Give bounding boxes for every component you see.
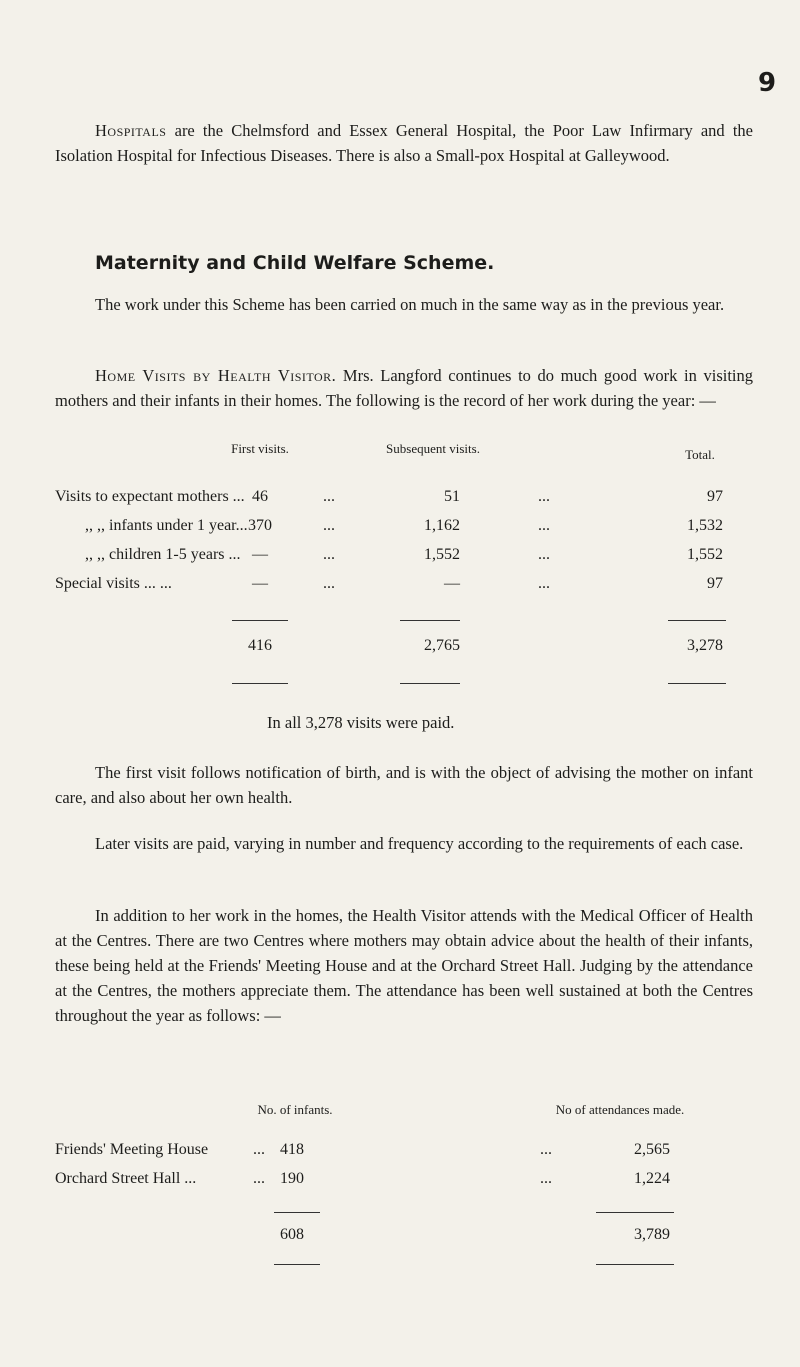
table-row: Orchard Street Hall ... ... 190 ... 1,224: [55, 1170, 670, 1187]
scheme-paragraph: The work under this Scheme has been carried on much in the same way as in the previous year.: [95, 295, 725, 314]
header-subsequent-visits: Subsequent visits.: [386, 441, 480, 456]
divider: [400, 683, 460, 684]
table-row: Special visits ... ... — ... — ... 97: [55, 575, 723, 592]
divider: [274, 1212, 320, 1213]
home-visits-lead: Home Visits by Health Visitor.: [95, 366, 337, 385]
divider: [274, 1264, 320, 1265]
header-total: Total.: [685, 447, 715, 462]
divider: [668, 620, 726, 621]
centres-paragraph: In addition to her work in the homes, the Health Visitor attends with the Medical Officer of Health at the Centres. There are two Centres where mothers may obtain advice about the health of their infants, these being held at the Friends' Meeting House and at the Orchard Street Hall. Judging by the attendance at the Centres, the mothers appreciate them. The attendance has been well sustained at both the Centres throughout the year as follows: —: [55, 906, 753, 1025]
divider: [232, 683, 288, 684]
divider: [596, 1212, 674, 1213]
header-first-visits: First visits.: [231, 441, 289, 456]
section-heading: Maternity and Child Welfare Scheme.: [95, 252, 495, 274]
table-row: ,, ,, infants under 1 year... 370 ... 1,162 ... 1,532: [85, 517, 723, 534]
totals-row: 608 3,789: [280, 1226, 670, 1243]
hospitals-text: are the Chelmsford and Essex General Hospital, the Poor Law Infirmary and the Isolation Hospital for Infectious Diseases. There is also a Small-pox Hospital at Galleywood.: [55, 121, 753, 165]
page-number: 9: [758, 68, 777, 98]
hospitals-paragraph: [55, 118, 753, 168]
table-row: Visits to expectant mothers ... 46 ... 51 ... 97: [55, 488, 723, 505]
home-visits-text: Mrs. Langford continues to do much good work in visiting mothers and their infants in their homes. The following is the record of her work during the year: —: [55, 366, 753, 410]
divider: [596, 1264, 674, 1265]
first-visit-paragraph: The first visit follows notification of birth, and is with the object of advising the mother on infant care, and also about her own health.: [55, 763, 753, 807]
divider: [232, 620, 288, 621]
totals-row: 416 2,765 3,278: [248, 637, 723, 654]
home-visits-paragraph: [55, 363, 753, 413]
divider: [668, 683, 726, 684]
table-row: Friends' Meeting House ... 418 ... 2,565: [55, 1141, 670, 1158]
table-row: ,, ,, children 1-5 years ... — ... 1,552 ... 1,552: [85, 546, 723, 563]
later-visits-paragraph: Later visits are paid, varying in number and frequency according to the requirements of each case.: [95, 834, 744, 853]
header-infants: No. of infants.: [257, 1102, 333, 1117]
divider: [400, 620, 460, 621]
visits-paid-line: In all 3,278 visits were paid.: [267, 713, 455, 732]
hospitals-lead: Hospitals: [95, 121, 167, 140]
header-attendances: No of attendances made.: [555, 1102, 685, 1117]
